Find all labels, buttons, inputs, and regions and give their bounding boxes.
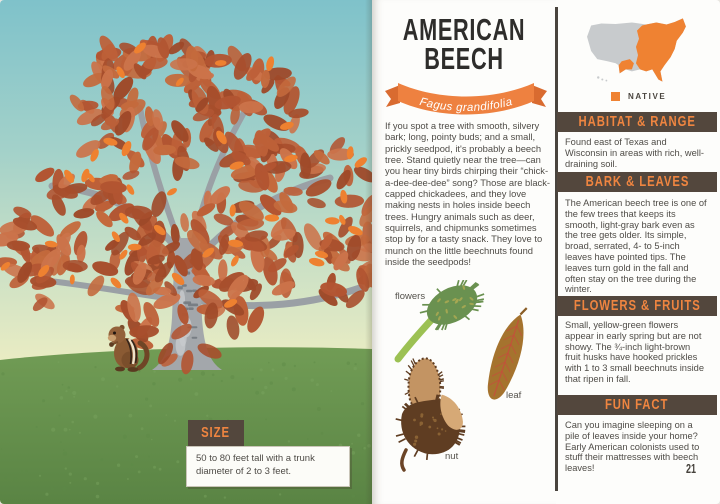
flowers-fruits-heading-text: FLOWERS & FRUITS [573,298,701,314]
size-heading [188,420,244,446]
title-line-1: AMERICAN [402,12,526,47]
leaf-label: leaf [506,390,522,401]
bark-leaves-heading-text: BARK & LEAVES [585,174,689,190]
section-heading-bark-leaves [557,172,717,192]
page-number: 21 [685,462,696,476]
native-label: NATIVE [628,92,667,101]
botanical-illustrations [372,280,556,504]
ribbon-left-fold [385,85,400,107]
section-heading-flowers-fruits [557,296,717,316]
size-text: 50 to 80 feet tall with a trunk diameter of 2 to 3 feet. [196,453,315,477]
center-text-page [372,0,556,504]
size-callout [186,446,350,487]
section-heading-habitat-range [557,112,717,132]
scientific-name-ribbon [384,75,548,121]
map-legend [611,92,666,101]
ribbon-right-fold [532,85,547,107]
flowers-fruits-text: Small, yellow-green flowers appear in early spring but are not showy. The ¾-inch light-brown fruit husks have hooked prickles with 1 to 3 small beechnuts inside that ripen in fall. [565,320,705,384]
habitat-range-text: Found east of Texas and Wisconsin in areas with rich, well-draining soil. [565,137,704,169]
fun-fact-text: Can you imagine sleeping on a pile of leaves inside your home? Early American colonists used to stuff their mattresses with beech leaves! [565,420,700,474]
flowers-label: flowers [395,291,426,302]
fun-fact-heading-text: FUN FACT [605,397,669,413]
native-range-swatch [611,92,620,101]
us-range-map [585,16,691,86]
right-facts-page [557,0,720,504]
leaf-illustration [481,303,535,403]
habitat-range-heading-text: HABITAT & RANGE [578,114,696,130]
scientific-name: Fagus grandifolia [418,96,514,115]
section-heading-fun-fact [557,395,717,415]
bark-leaves-text: The American beech tree is one of the few trees that keeps its smooth, light-gray bark even as the tree gets older. Its simple, broad, serrated, 4- to 5-inch leaves have pointed tips. The leaves turn gold in the fall and often stay on the tree during the winter. [565,198,707,295]
nut-label: nut [445,451,459,462]
page-title [372,12,556,76]
intro-paragraph: If you spot a tree with smooth, silvery bark; long, pointy buds; and a small, prickly seedpod, it's probably a beech tree. Stand quietly near the tree—can you hear tiny birds chirping their “chick-a-dee-dee-dee” song? Those are black-capped chickadees, and they love making nests in holes inside beech trees. Hungry animals such as deer, squirrels, and chipmunks sometimes stop by for a tasty snack. They love to munch on the little beechnuts found inside the seedpods! [385,120,551,268]
title-line-2: BEECH [424,40,504,76]
native-range-east [636,18,686,81]
size-heading-text: SIZE [201,425,231,441]
